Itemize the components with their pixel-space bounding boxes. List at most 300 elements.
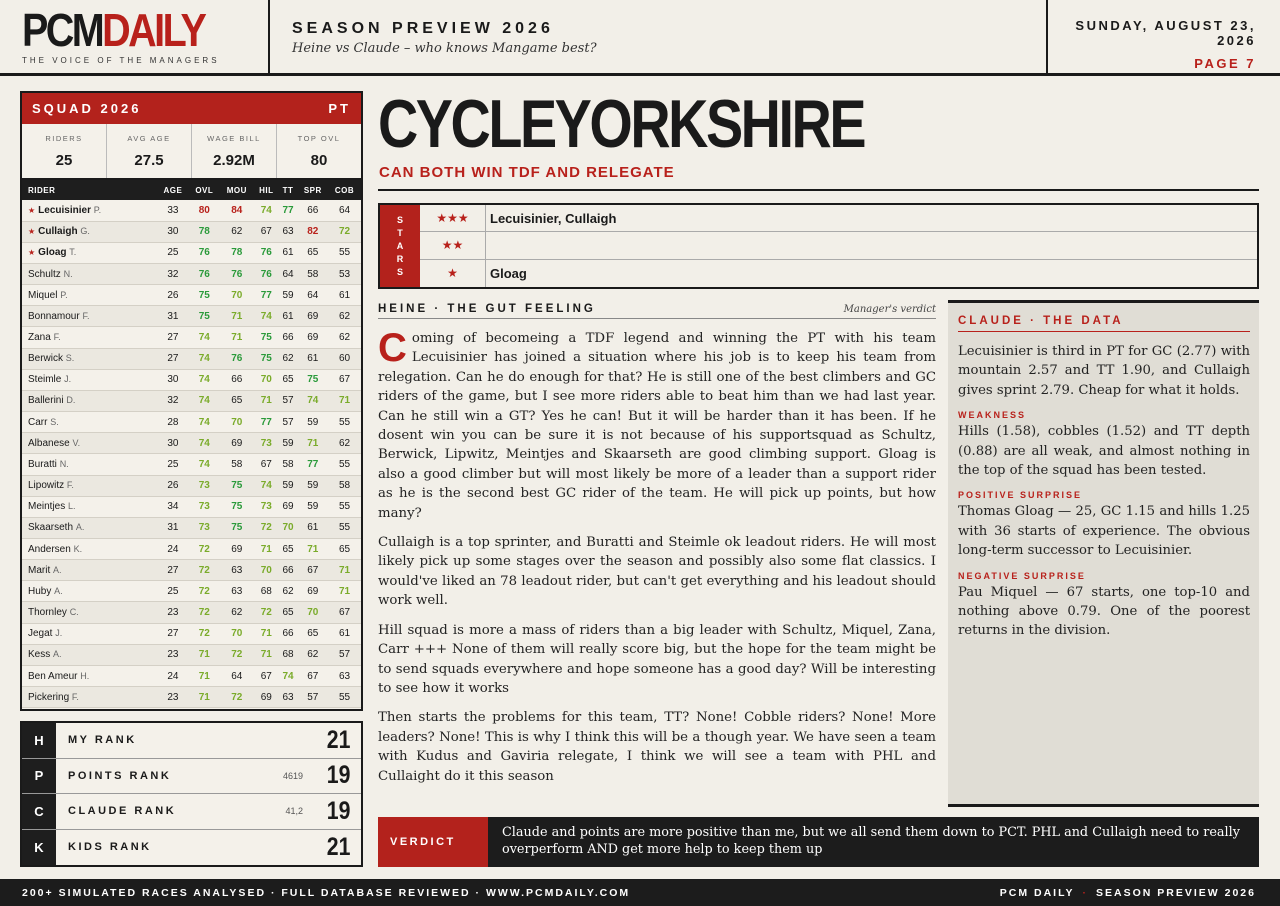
- rider-mou: 75: [220, 475, 254, 496]
- rider-spr: 59: [297, 412, 328, 433]
- logo-daily: DAILY: [102, 4, 205, 56]
- rider-tt: 77: [279, 200, 298, 221]
- rider-name-cell: [22, 200, 157, 221]
- rider-name-cell: [22, 433, 157, 454]
- rider-row: [22, 412, 361, 433]
- squad-stat-value: 2.92M: [213, 152, 255, 169]
- rider-age: 30: [157, 369, 189, 390]
- rider-row: [22, 454, 361, 475]
- rider-hil: 77: [254, 412, 279, 433]
- rider-ovl: 76: [189, 242, 220, 263]
- rider-age: 25: [157, 454, 189, 475]
- star-tier-riders: [486, 232, 490, 258]
- rider-initial: A.: [54, 585, 63, 596]
- rider-ovl: 74: [189, 454, 220, 475]
- rider-mou: 69: [220, 539, 254, 560]
- rider-tt: 69: [279, 496, 298, 517]
- rider-tt: 65: [279, 602, 298, 623]
- squad-header: [22, 93, 361, 124]
- rider-spr: 61: [297, 348, 328, 369]
- rider-tt: 70: [279, 517, 298, 538]
- positive-surprise-text: Thomas Gloag — 25, GC 1.15 and hills 1.25 with 36 starts of experience. The obvious long-term successor to Lecuisinier.: [958, 504, 1250, 559]
- rider-tt: 66: [279, 327, 298, 348]
- rider-mou: 76: [220, 263, 254, 284]
- squad-stat-label: AVG AGE: [127, 134, 171, 143]
- star-tier-row: [420, 260, 1257, 287]
- stars-tab-letter: S: [396, 214, 403, 225]
- squad-stat: [22, 124, 107, 178]
- rider-initial: C.: [69, 607, 79, 618]
- rider-mou: 75: [220, 496, 254, 517]
- rider-hil: 74: [254, 306, 279, 327]
- stars-tab-letter: S: [396, 266, 403, 277]
- rank-extra: 4619: [282, 770, 303, 781]
- rider-initial: P.: [93, 204, 102, 215]
- rider-initial: G.: [80, 226, 90, 237]
- rider-tt: 65: [279, 539, 298, 560]
- rider-ovl: 72: [189, 539, 220, 560]
- rider-hil: 73: [254, 433, 279, 454]
- rider-row: [22, 242, 361, 263]
- rider-tt: 63: [279, 687, 298, 708]
- date-block: [1050, 0, 1280, 73]
- rider-cob: 61: [328, 285, 361, 306]
- rider-name: Skaarseth: [28, 522, 74, 534]
- star-icon: ★: [28, 227, 36, 237]
- squad-stat: [277, 124, 361, 178]
- rider-name-cell: [22, 581, 157, 602]
- rider-hil: 67: [254, 665, 279, 686]
- rider-name-cell: [22, 623, 157, 644]
- stars-tab-letter: A: [396, 240, 404, 251]
- verdict-text: Claude and points are more positive than me, but we all send them down to PCT. PHL and Cullaigh need to really overperform AND get more help to keep them up: [502, 825, 1240, 857]
- rider-name-cell: [22, 602, 157, 623]
- rider-age: 33: [157, 200, 189, 221]
- rider-hil: 71: [254, 623, 279, 644]
- rank-panel: [20, 721, 363, 867]
- squad-stat-value: 80: [310, 152, 328, 169]
- rider-name: Kess: [28, 649, 51, 661]
- rider-cob: 72: [328, 221, 361, 242]
- star-tier-riders: Gloag: [490, 265, 527, 281]
- rank-label: POINTS RANK: [68, 769, 172, 782]
- rider-ovl: 75: [189, 306, 220, 327]
- rider-ovl: 80: [189, 200, 220, 221]
- rider-cob: 63: [328, 665, 361, 686]
- rider-initial: N.: [63, 268, 73, 279]
- rider-hil: 73: [254, 496, 279, 517]
- rider-ovl: 74: [189, 390, 220, 411]
- rider-spr: 71: [297, 539, 328, 560]
- rider-initial: V.: [72, 437, 81, 448]
- rider-tt: 59: [279, 475, 298, 496]
- rank-letter: C: [22, 794, 56, 829]
- rider-ovl: 71: [189, 665, 220, 686]
- rider-initial: T.: [69, 247, 77, 258]
- rider-cob: 57: [328, 644, 361, 665]
- rider-tt: 62: [279, 581, 298, 602]
- rider-hil: 77: [254, 285, 279, 306]
- stars-tab-letter: T: [397, 227, 403, 238]
- rider-initial: F.: [82, 310, 90, 321]
- rider-name: Pickering: [28, 691, 70, 703]
- rider-name-cell: [22, 412, 157, 433]
- rider-age: 34: [157, 496, 189, 517]
- rider-mou: 70: [220, 285, 254, 306]
- rider-tt: 61: [279, 306, 298, 327]
- rider-spr: 59: [297, 475, 328, 496]
- rider-row: [22, 200, 361, 221]
- rider-row: [22, 263, 361, 284]
- rider-hil: 71: [254, 539, 279, 560]
- rider-mou: 71: [220, 327, 254, 348]
- rider-mou: 69: [220, 433, 254, 454]
- rider-tt: 66: [279, 560, 298, 581]
- rider-name: Lecuisinier: [38, 204, 91, 216]
- column-header: TT: [279, 180, 298, 200]
- rider-name-cell: [22, 454, 157, 475]
- stars-tab: [380, 205, 420, 287]
- rider-name: Jegat: [28, 628, 53, 640]
- rider-row: [22, 496, 361, 517]
- rider-initial: J.: [64, 374, 72, 385]
- rider-initial: A.: [53, 564, 62, 575]
- rider-name: Gloag: [38, 247, 67, 259]
- rank-label: KIDS RANK: [68, 841, 152, 854]
- rider-hil: 67: [254, 221, 279, 242]
- rider-age: 24: [157, 539, 189, 560]
- rider-tt: 59: [279, 285, 298, 306]
- rider-name-cell: [22, 306, 157, 327]
- rider-spr: 67: [297, 560, 328, 581]
- footer-right: [1000, 887, 1256, 899]
- rider-name: Bonnamour: [28, 310, 80, 322]
- rider-row: [22, 517, 361, 538]
- column-header: AGE: [157, 180, 189, 200]
- rider-hil: 75: [254, 348, 279, 369]
- rider-name-cell: [22, 263, 157, 284]
- rider-name: Buratti: [28, 458, 57, 470]
- positive-surprise-label: POSITIVE SURPRISE: [958, 490, 1083, 501]
- rider-name: Lipowitz: [28, 480, 65, 492]
- rider-age: 26: [157, 475, 189, 496]
- rider-age: 30: [157, 433, 189, 454]
- rider-mou: 84: [220, 200, 254, 221]
- rider-age: 27: [157, 348, 189, 369]
- article: [378, 303, 936, 796]
- rider-ovl: 73: [189, 517, 220, 538]
- rider-cob: 53: [328, 263, 361, 284]
- rider-ovl: 78: [189, 221, 220, 242]
- page-number: PAGE 7: [1194, 56, 1256, 71]
- rank-letter: P: [22, 759, 56, 794]
- rider-name: Ben Ameur: [28, 670, 78, 682]
- masthead: [0, 0, 1280, 76]
- tagline: THE VOICE OF THE MANAGERS: [22, 56, 220, 65]
- rider-row: [22, 348, 361, 369]
- column-header: RIDER: [22, 180, 157, 200]
- rider-name: Huby: [28, 585, 52, 597]
- verdict-tag: VERDICT: [378, 817, 488, 867]
- rider-cob: 65: [328, 539, 361, 560]
- rider-age: 25: [157, 242, 189, 263]
- rank-letter: K: [22, 830, 56, 866]
- rider-initial: A.: [53, 649, 62, 660]
- column-header: SPR: [297, 180, 328, 200]
- rider-hil: 76: [254, 242, 279, 263]
- rider-spr: 75: [297, 369, 328, 390]
- rider-age: 30: [157, 221, 189, 242]
- rider-mou: 76: [220, 348, 254, 369]
- rider-cob: 64: [328, 200, 361, 221]
- rider-ovl: 73: [189, 475, 220, 496]
- rider-hil: 74: [254, 200, 279, 221]
- rider-initial: N.: [59, 458, 69, 469]
- rider-row: [22, 369, 361, 390]
- rider-table: [22, 180, 361, 708]
- rider-cob: 67: [328, 369, 361, 390]
- rider-spr: 57: [297, 687, 328, 708]
- rider-name-cell: [22, 369, 157, 390]
- rider-cob: 55: [328, 242, 361, 263]
- rider-age: 31: [157, 306, 189, 327]
- rider-row: [22, 433, 361, 454]
- footer: [0, 879, 1280, 906]
- rider-spr: 71: [297, 433, 328, 454]
- rider-age: 28: [157, 412, 189, 433]
- rider-name: Thornley: [28, 607, 67, 619]
- rider-row: [22, 475, 361, 496]
- rider-age: 27: [157, 560, 189, 581]
- footer-separator: ·: [1082, 886, 1089, 899]
- rider-spr: 58: [297, 263, 328, 284]
- rider-cob: 67: [328, 602, 361, 623]
- rider-age: 23: [157, 687, 189, 708]
- footer-left: 200+ SIMULATED RACES ANALYSED · FULL DATABASE REVIEWED · WWW.PCMDAILY.COM: [22, 886, 631, 899]
- rider-tt: 68: [279, 644, 298, 665]
- rider-name-cell: [22, 496, 157, 517]
- column-header: OVL: [189, 180, 220, 200]
- rider-tt: 74: [279, 665, 298, 686]
- logo-pcm: PCM: [22, 4, 103, 56]
- squad-stat: [192, 124, 277, 178]
- rider-row: [22, 687, 361, 708]
- star-tier-row: [420, 232, 1257, 259]
- rider-hil: 70: [254, 560, 279, 581]
- rider-cob: 55: [328, 496, 361, 517]
- rider-cob: 60: [328, 348, 361, 369]
- rider-tt: 61: [279, 242, 298, 263]
- issue-date: SUNDAY, AUGUST 23, 2026: [1075, 18, 1256, 48]
- rider-row: [22, 581, 361, 602]
- stars-tab-letter: R: [396, 253, 404, 264]
- rider-row: [22, 602, 361, 623]
- rider-spr: 66: [297, 200, 328, 221]
- weakness-label: WEAKNESS: [958, 410, 1027, 421]
- rider-hil: 68: [254, 581, 279, 602]
- rank-row: [22, 794, 361, 830]
- rider-initial: F.: [66, 480, 74, 491]
- column-header: COB: [328, 180, 361, 200]
- data-intro: Lecuisinier is third in PT for GC (2.77) with mountain 2.57 and TT 1.90, and Cullaigh gives sprint 2.79. Cheap for what it holds.: [958, 344, 1250, 398]
- squad-stats: [22, 124, 361, 180]
- logo-block: [0, 0, 270, 73]
- rider-ovl: 74: [189, 327, 220, 348]
- drop-cap: C: [378, 326, 407, 370]
- rider-cob: 71: [328, 390, 361, 411]
- article-verdict-label: Manager's verdict: [843, 304, 936, 315]
- issue-subtitle: Heine vs Claude – who knows Mangame best?: [292, 41, 597, 56]
- squad-panel: [20, 91, 363, 711]
- rank-value: 21: [326, 832, 351, 861]
- rider-mou: 70: [220, 623, 254, 644]
- rider-name-cell: [22, 390, 157, 411]
- rider-row: [22, 560, 361, 581]
- rider-spr: 69: [297, 306, 328, 327]
- rider-spr: 70: [297, 602, 328, 623]
- rider-ovl: 71: [189, 644, 220, 665]
- rank-row: [22, 759, 361, 795]
- rider-mou: 78: [220, 242, 254, 263]
- rider-age: 23: [157, 644, 189, 665]
- rider-age: 27: [157, 623, 189, 644]
- rider-age: 32: [157, 263, 189, 284]
- verdict-bar: [378, 817, 1259, 867]
- rider-name-cell: [22, 644, 157, 665]
- rider-age: 26: [157, 285, 189, 306]
- rank-value: 21: [326, 725, 351, 754]
- rider-initial: K.: [73, 543, 83, 554]
- rider-name: Andersen: [28, 543, 71, 555]
- rider-table-body: [22, 200, 361, 708]
- rider-mou: 63: [220, 560, 254, 581]
- rider-name: Ballerini: [28, 395, 64, 407]
- squad-stat-value: 25: [55, 152, 73, 169]
- rider-name-cell: [22, 327, 157, 348]
- data-sidebar: [948, 300, 1259, 807]
- rank-label: CLAUDE RANK: [68, 805, 177, 818]
- rider-row: [22, 665, 361, 686]
- rider-row: [22, 285, 361, 306]
- rider-spr: 69: [297, 581, 328, 602]
- rider-mou: 64: [220, 665, 254, 686]
- squad-division-tag: PT: [328, 101, 351, 116]
- title-divider: [378, 189, 1259, 191]
- rider-cob: 62: [328, 433, 361, 454]
- rider-ovl: 71: [189, 687, 220, 708]
- rank-label: MY RANK: [68, 734, 137, 747]
- footer-brand: PCM DAILY: [999, 886, 1075, 899]
- star-icon: ★: [28, 248, 36, 258]
- rider-name-cell: [22, 242, 157, 263]
- rider-age: 27: [157, 327, 189, 348]
- rider-hil: 76: [254, 263, 279, 284]
- rider-name: Cullaigh: [38, 226, 78, 238]
- rider-spr: 61: [297, 517, 328, 538]
- rider-row: [22, 306, 361, 327]
- article-paragraph: Then starts the problems for this team, TT? None! Cobble riders? None! More leaders? None! This is why I think this will be a though year. We have seen a team with Kudus and Gaviria relegate, I think we will see a team with PHL and Cullaight do it this season: [378, 710, 936, 784]
- rider-name: Meintjes: [28, 501, 66, 513]
- rank-row: [22, 830, 361, 866]
- stars-box: [378, 203, 1259, 289]
- rider-name: Carr: [28, 416, 48, 428]
- rider-mou: 72: [220, 644, 254, 665]
- rider-hil: 71: [254, 644, 279, 665]
- rider-hil: 67: [254, 454, 279, 475]
- rider-ovl: 72: [189, 602, 220, 623]
- rank-value: 19: [326, 761, 351, 790]
- rider-cob: 61: [328, 623, 361, 644]
- column-header: MOU: [220, 180, 254, 200]
- rider-tt: 58: [279, 454, 298, 475]
- rider-tt: 66: [279, 623, 298, 644]
- rank-value: 19: [326, 796, 351, 825]
- negative-surprise-text: Pau Miquel — 67 starts, one top-10 and nothing above 0.79. One of the poorest returns in the division.: [958, 584, 1250, 639]
- rider-row: [22, 327, 361, 348]
- star-tier-icon: ★★: [420, 232, 486, 258]
- rider-name: Berwick: [28, 353, 64, 365]
- rider-row: [22, 221, 361, 242]
- rider-mou: 62: [220, 602, 254, 623]
- stars-rows: [420, 205, 1257, 287]
- logo: [22, 6, 234, 54]
- rider-ovl: 74: [189, 369, 220, 390]
- rider-name: Albanese: [28, 437, 70, 449]
- rider-name-cell: [22, 348, 157, 369]
- rider-cob: 62: [328, 327, 361, 348]
- rider-row: [22, 390, 361, 411]
- rider-mou: 63: [220, 581, 254, 602]
- rider-initial: S.: [65, 353, 75, 364]
- rider-initial: L.: [68, 501, 76, 512]
- rider-name: Zana: [28, 332, 51, 344]
- rider-mou: 65: [220, 390, 254, 411]
- rider-cob: 71: [328, 560, 361, 581]
- rider-initial: S.: [50, 416, 59, 427]
- rider-hil: 70: [254, 369, 279, 390]
- article-paragraph: Hill squad is more a mass of riders than a big leader with Schultz, Miquel, Zana, Carr +++ None of them will really score big, but the hope for the team might be to send squads everywhere and hope someone has a good day? Will be interesting to see how it works: [378, 622, 936, 696]
- rider-name: Miquel: [28, 289, 58, 301]
- rider-name-cell: [22, 687, 157, 708]
- rider-name-cell: [22, 539, 157, 560]
- rider-tt: 59: [279, 433, 298, 454]
- rider-cob: 58: [328, 475, 361, 496]
- rider-initial: F.: [71, 691, 79, 702]
- squad-stat-value: 27.5: [134, 152, 164, 169]
- rank-extra: 41,2: [285, 806, 303, 817]
- rider-ovl: 74: [189, 412, 220, 433]
- squad-stat-label: TOP OVL: [297, 134, 341, 143]
- footer-issue: SEASON PREVIEW 2026: [1096, 886, 1256, 899]
- rank-row: [22, 723, 361, 759]
- rider-tt: 57: [279, 390, 298, 411]
- rider-mou: 71: [220, 306, 254, 327]
- article-paragraph: [378, 326, 936, 523]
- rider-age: 32: [157, 390, 189, 411]
- rider-name-cell: [22, 285, 157, 306]
- rider-spr: 62: [297, 644, 328, 665]
- rider-cob: 55: [328, 687, 361, 708]
- rider-row: [22, 539, 361, 560]
- rider-initial: P.: [60, 289, 68, 300]
- rank-letter: H: [22, 723, 56, 758]
- rider-spr: 64: [297, 285, 328, 306]
- article-body: [378, 326, 936, 786]
- rider-age: 24: [157, 665, 189, 686]
- article-paragraph-1-text: oming of becomeing a TDF legend and winning the PT with his team Lecuisinier has joined a situation where his job is to keep his team from relegation. Can he do enough for that? He is still one of the best climbers and GC riders of the game, but I see more riders able to beat him than we had last year. Can he still win a GT? Yes he can! But it will be harder than it has been. If he dosent win you can be sure it is not because of his supportsquad as Schultz, Berwick, Lipwitz, Meintjes and Skaarseth are good climbing support. Gloag is also a good climber but will most likely be more of a leader than a support rider as he is the second best GC rider of the team. He will pick up points, but how many?: [378, 331, 936, 521]
- rider-tt: 65: [279, 369, 298, 390]
- rider-hil: 74: [254, 475, 279, 496]
